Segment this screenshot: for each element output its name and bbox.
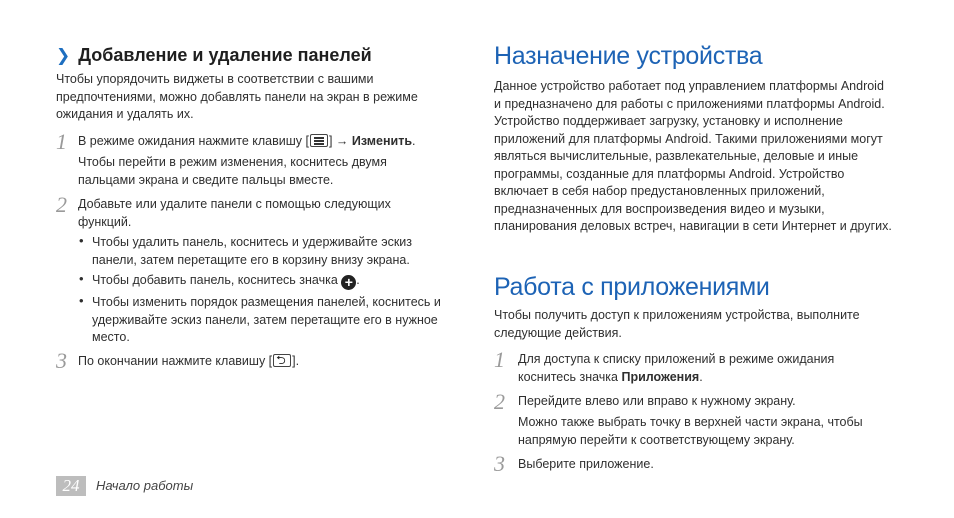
apps-step-2-text: Перейдите влево или вправо к нужному экрану. bbox=[518, 394, 796, 408]
bullet-icon: • bbox=[79, 271, 84, 286]
apps-step-2-note: Можно также выбрать точку в верхней части экрана, чтобы напрямую перейти к соответствующему экрану. bbox=[518, 415, 863, 447]
apps-step-3-text: Выберите приложение. bbox=[518, 457, 654, 471]
bullet-icon: • bbox=[79, 293, 84, 308]
step-number-1: 1 bbox=[56, 129, 67, 154]
heading-device-purpose: Назначение устройства bbox=[494, 42, 763, 70]
bullet-3-text: Чтобы изменить порядок размещения панелей, коснитесь и удерживайте эскиз панели, затем перетащите его в нужное место. bbox=[92, 295, 441, 344]
apps-step-number-1: 1 bbox=[494, 347, 505, 372]
chevron-right-icon: ❯ bbox=[56, 46, 71, 65]
apps-step-number-2: 2 bbox=[494, 389, 505, 414]
footer-section-title: Начало работы bbox=[96, 478, 194, 493]
step-3-text: По окончании нажмите клавишу [⮌ ]. bbox=[78, 353, 458, 371]
apps-step-1-text: Для доступа к списку приложений в режиме ожидания коснитесь значка Приложения. bbox=[518, 352, 835, 384]
menu-key-icon bbox=[310, 134, 328, 147]
step-1-note: Чтобы перейти в режим изменения, коснитесь двумя пальцами экрана и сведите пальцы вместе. bbox=[78, 155, 387, 187]
step-2-text: Добавьте или удалите панели с помощью следующих функций. bbox=[78, 197, 391, 229]
bullet-1-text: Чтобы удалить панель, коснитесь и удерживайте эскиз панели, затем перетащите его в корзину внизу экрана. bbox=[92, 235, 413, 267]
apps-step-number-3: 3 bbox=[494, 451, 505, 476]
step-1-text: В режиме ожидания нажмите клавишу [ ] → Изменить. bbox=[78, 134, 416, 148]
apps-intro-paragraph: Чтобы получить доступ к приложениям устройства, выполните следующие действия. bbox=[494, 308, 860, 340]
bullet-2-text: Чтобы добавить панель, коснитесь значка + . bbox=[92, 273, 360, 290]
section-heading: ❯ Добавление и удаление панелей bbox=[56, 45, 372, 65]
bullet-icon: • bbox=[79, 233, 84, 248]
back-key-icon bbox=[273, 354, 291, 367]
add-panel-plus-icon: + bbox=[341, 275, 356, 290]
heading-working-with-apps: Работа с приложениями bbox=[494, 273, 770, 301]
step-number-3: 3 bbox=[56, 348, 67, 373]
intro-text: Чтобы упорядочить виджеты в соответствии с вашими предпочтениями, можно добавлять панели на экран в режиме ожидания и удалять их. bbox=[56, 72, 418, 121]
page-number: 24 bbox=[56, 476, 86, 496]
step-number-2: 2 bbox=[56, 192, 67, 217]
device-purpose-paragraph: Данное устройство работает под управлением платформы Android и предназначено для работы с приложениями платформы Android. Устройство поддерживает загрузку, установку и исполнение приложений для платформы Android. Такими приложениями могут являться вычислительные, развлекательные, деловые и иные программы, созданные для платформы Android. Устройство включает в себя набор предустановленных приложений, предназначенных для воспроизведения видео и музыки, планирования деловых встреч, навигации в сети Интернет и других. bbox=[494, 79, 892, 233]
